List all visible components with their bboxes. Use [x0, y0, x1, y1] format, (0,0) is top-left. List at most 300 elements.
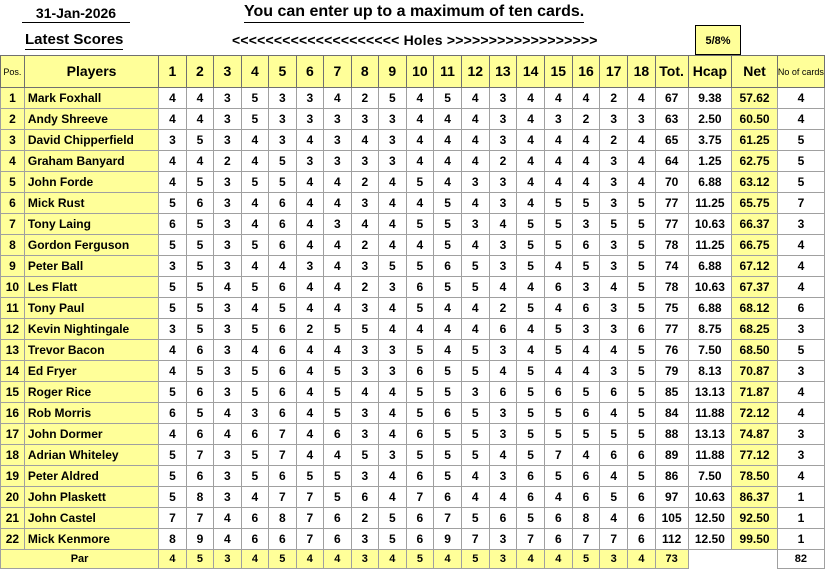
hole-score: 6	[489, 382, 517, 403]
total-cell: 65	[655, 130, 688, 151]
hole-score: 5	[241, 466, 268, 487]
hole-score: 4	[628, 130, 656, 151]
hole-score: 4	[159, 109, 186, 130]
hole-score: 3	[572, 277, 600, 298]
hole-score: 5	[406, 340, 434, 361]
hole-score: 6	[241, 424, 268, 445]
player-name: Trevor Bacon	[24, 340, 158, 361]
player-name: Les Flatt	[24, 277, 158, 298]
total-cell: 67	[655, 88, 688, 109]
hole-score: 3	[214, 130, 241, 151]
hole-score: 5	[544, 235, 572, 256]
net-cell: 99.50	[732, 529, 778, 550]
hole-score: 5	[461, 256, 489, 277]
hole-score: 4	[241, 151, 268, 172]
hole-score: 3	[351, 193, 378, 214]
hole-score: 3	[600, 298, 628, 319]
hole-score: 6	[572, 298, 600, 319]
hole-score: 6	[269, 319, 296, 340]
par-hole: 4	[159, 550, 186, 569]
player-name: Peter Ball	[24, 256, 158, 277]
hole-score: 4	[517, 193, 545, 214]
par-hole: 4	[434, 550, 462, 569]
hole-score: 5	[628, 361, 656, 382]
hole-score: 5	[628, 403, 656, 424]
pos-cell: 15	[1, 382, 25, 403]
hole-score: 8	[159, 529, 186, 550]
hole-score: 4	[324, 445, 351, 466]
hole-score: 4	[324, 235, 351, 256]
hole-score: 4	[379, 172, 406, 193]
hole-score: 5	[406, 256, 434, 277]
hole-score: 3	[214, 256, 241, 277]
hole-score: 4	[544, 151, 572, 172]
hole-score: 3	[351, 361, 378, 382]
hole-score: 4	[379, 382, 406, 403]
hole-score: 4	[489, 277, 517, 298]
hole-score: 3	[461, 214, 489, 235]
hole-score: 5	[241, 319, 268, 340]
hole-score: 3	[544, 109, 572, 130]
hole-score: 6	[186, 424, 213, 445]
hole-score: 5	[600, 487, 628, 508]
net-cell: 67.12	[732, 256, 778, 277]
hole-score: 3	[296, 109, 323, 130]
hole-score: 3	[489, 466, 517, 487]
hole-score: 4	[517, 172, 545, 193]
hole-score: 4	[544, 172, 572, 193]
hole-score: 8	[186, 487, 213, 508]
par-hole: 3	[214, 550, 241, 569]
hole-score: 7	[159, 508, 186, 529]
hole-score: 6	[186, 382, 213, 403]
par-hole: 4	[544, 550, 572, 569]
player-name: Peter Aldred	[24, 466, 158, 487]
hole-score: 6	[600, 382, 628, 403]
cards-cell: 3	[777, 424, 824, 445]
table-row	[1, 277, 825, 298]
hole-score: 3	[214, 466, 241, 487]
hole-score: 4	[214, 529, 241, 550]
hole-score: 5	[600, 214, 628, 235]
hole-score: 4	[572, 88, 600, 109]
hole-score: 3	[214, 382, 241, 403]
hole-score: 3	[214, 172, 241, 193]
par-hole: 5	[406, 550, 434, 569]
hole-score: 3	[379, 109, 406, 130]
hole-score: 5	[186, 277, 213, 298]
player-name: Adrian Whiteley	[24, 445, 158, 466]
hole-score: 4	[296, 130, 323, 151]
hole-score: 5	[241, 109, 268, 130]
hole-score: 4	[296, 214, 323, 235]
par-hole: 5	[461, 550, 489, 569]
hole-score: 4	[572, 340, 600, 361]
hole-score: 5	[628, 298, 656, 319]
hole-score: 4	[241, 130, 268, 151]
table-row	[1, 298, 825, 319]
hole-score: 8	[572, 508, 600, 529]
hcap-cell: 11.25	[688, 235, 732, 256]
net-cell: 57.62	[732, 88, 778, 109]
hole-score: 7	[296, 529, 323, 550]
hcap-cell: 12.50	[688, 508, 732, 529]
hole-score: 3	[214, 361, 241, 382]
par-total: 73	[655, 550, 688, 569]
hole-score: 5	[186, 256, 213, 277]
hcap-cell: 13.13	[688, 424, 732, 445]
hole-score: 3	[379, 361, 406, 382]
hole-score: 5	[324, 487, 351, 508]
hcap-cell: 10.63	[688, 487, 732, 508]
cards-cell: 4	[777, 277, 824, 298]
hole-score: 5	[544, 466, 572, 487]
hole-score: 6	[544, 277, 572, 298]
hole-score: 3	[489, 340, 517, 361]
table-row	[1, 151, 825, 172]
par-hole: 4	[324, 550, 351, 569]
hole-score: 5	[600, 424, 628, 445]
cards-cell: 7	[777, 193, 824, 214]
hole-score: 4	[461, 151, 489, 172]
hole-score: 5	[159, 382, 186, 403]
hole-score: 6	[628, 487, 656, 508]
pos-cell: 14	[1, 361, 25, 382]
hole-score: 5	[517, 424, 545, 445]
hole-score: 3	[489, 235, 517, 256]
hole-score: 6	[572, 466, 600, 487]
total-cell: 78	[655, 277, 688, 298]
net-cell: 92.50	[732, 508, 778, 529]
hole-header: 15	[544, 56, 572, 88]
table-row	[1, 193, 825, 214]
scores-table	[0, 55, 825, 569]
par-hole: 3	[351, 550, 378, 569]
hole-score: 4	[186, 109, 213, 130]
hole-score: 3	[600, 193, 628, 214]
hole-header: 16	[572, 56, 600, 88]
par-row	[1, 550, 825, 569]
hole-score: 3	[269, 109, 296, 130]
player-name: Rob Morris	[24, 403, 158, 424]
hole-score: 3	[159, 256, 186, 277]
pos-cell: 19	[1, 466, 25, 487]
par-hole: 5	[269, 550, 296, 569]
hole-score: 6	[628, 445, 656, 466]
table-row	[1, 445, 825, 466]
hole-score: 6	[269, 361, 296, 382]
hole-score: 5	[159, 298, 186, 319]
cards-cell: 5	[777, 340, 824, 361]
hole-score: 4	[517, 109, 545, 130]
total-cell: 74	[655, 256, 688, 277]
hole-score: 5	[186, 130, 213, 151]
hole-score: 6	[406, 424, 434, 445]
hole-score: 5	[434, 214, 462, 235]
hole-score: 5	[186, 361, 213, 382]
pos-cell: 2	[1, 109, 25, 130]
hole-score: 5	[186, 235, 213, 256]
hole-score: 6	[269, 382, 296, 403]
hole-score: 5	[406, 382, 434, 403]
hole-score: 5	[628, 214, 656, 235]
cards-cell: 3	[777, 214, 824, 235]
cards-cell: 4	[777, 256, 824, 277]
hole-score: 4	[517, 340, 545, 361]
hole-score: 7	[434, 508, 462, 529]
hole-score: 6	[544, 508, 572, 529]
hole-score: 5	[324, 466, 351, 487]
hole-score: 3	[324, 109, 351, 130]
table-row	[1, 487, 825, 508]
hole-score: 5	[461, 340, 489, 361]
hole-score: 7	[186, 508, 213, 529]
hole-score: 5	[159, 193, 186, 214]
cards-cell: 4	[777, 88, 824, 109]
cards-cell: 4	[777, 109, 824, 130]
cards-cell: 6	[777, 298, 824, 319]
hole-score: 6	[269, 466, 296, 487]
cards-cell: 3	[777, 445, 824, 466]
hole-score: 5	[628, 340, 656, 361]
hole-score: 3	[296, 256, 323, 277]
date-label: 31-Jan-2026	[22, 4, 130, 23]
hole-score: 5	[241, 277, 268, 298]
hcap-cell: 3.75	[688, 130, 732, 151]
hole-score: 6	[628, 529, 656, 550]
hole-score: 4	[544, 487, 572, 508]
cards-cell: 3	[777, 319, 824, 340]
table-row	[1, 109, 825, 130]
hole-score: 5	[628, 277, 656, 298]
hole-score: 4	[406, 151, 434, 172]
hole-score: 2	[296, 319, 323, 340]
hole-score: 5	[517, 298, 545, 319]
player-name: Kevin Nightingale	[24, 319, 158, 340]
hole-score: 4	[296, 235, 323, 256]
hole-score: 4	[324, 277, 351, 298]
table-row	[1, 529, 825, 550]
hole-score: 4	[517, 130, 545, 151]
hole-score: 4	[324, 298, 351, 319]
hole-score: 3	[296, 88, 323, 109]
hole-score: 4	[544, 361, 572, 382]
hole-score: 4	[406, 130, 434, 151]
hole-score: 5	[434, 235, 462, 256]
par-hole: 4	[296, 550, 323, 569]
hole-score: 3	[351, 529, 378, 550]
hole-score: 3	[489, 424, 517, 445]
hcap-cell: 6.88	[688, 256, 732, 277]
hole-score: 3	[324, 151, 351, 172]
par-hole: 3	[489, 550, 517, 569]
pos-cell: 9	[1, 256, 25, 277]
hole-score: 6	[241, 529, 268, 550]
total-cell: 77	[655, 319, 688, 340]
hole-score: 3	[628, 109, 656, 130]
net-cell: 74.87	[732, 424, 778, 445]
hole-score: 4	[296, 193, 323, 214]
player-name: Mick Kenmore	[24, 529, 158, 550]
player-name: Roger Rice	[24, 382, 158, 403]
player-name: Mark Foxhall	[24, 88, 158, 109]
player-name: Tony Paul	[24, 298, 158, 319]
hole-score: 5	[544, 193, 572, 214]
hole-score: 4	[269, 256, 296, 277]
scores-body	[1, 88, 825, 550]
hole-header: 17	[600, 56, 628, 88]
net-cell: 62.75	[732, 151, 778, 172]
hole-score: 4	[379, 424, 406, 445]
hole-score: 4	[461, 109, 489, 130]
hole-score: 5	[351, 445, 378, 466]
hole-score: 5	[434, 277, 462, 298]
hole-score: 4	[241, 340, 268, 361]
hole-score: 7	[269, 445, 296, 466]
cards-cell: 3	[777, 361, 824, 382]
hole-score: 4	[351, 382, 378, 403]
hole-score: 3	[489, 172, 517, 193]
tot-header: Tot.	[655, 56, 688, 88]
hole-score: 6	[241, 508, 268, 529]
hole-score: 5	[406, 298, 434, 319]
hole-score: 4	[434, 109, 462, 130]
player-name: Mick Rust	[24, 193, 158, 214]
hole-score: 5	[241, 235, 268, 256]
table-row	[1, 88, 825, 109]
player-name: John Plaskett	[24, 487, 158, 508]
pos-cell: 18	[1, 445, 25, 466]
hole-score: 4	[489, 487, 517, 508]
total-cell: 64	[655, 151, 688, 172]
hcap-cell: 11.88	[688, 403, 732, 424]
cards-cell: 1	[777, 487, 824, 508]
pos-cell: 21	[1, 508, 25, 529]
hole-score: 9	[186, 529, 213, 550]
hole-score: 6	[628, 508, 656, 529]
total-cell: 79	[655, 361, 688, 382]
hole-score: 6	[186, 340, 213, 361]
hole-score: 4	[296, 340, 323, 361]
hole-header: 5	[269, 56, 296, 88]
hole-score: 4	[406, 235, 434, 256]
hole-score: 3	[461, 382, 489, 403]
hole-score: 5	[628, 193, 656, 214]
hole-score: 3	[379, 445, 406, 466]
cards-cell: 4	[777, 403, 824, 424]
table-row	[1, 235, 825, 256]
hole-score: 4	[461, 235, 489, 256]
hole-score: 5	[434, 424, 462, 445]
hole-score: 4	[214, 424, 241, 445]
hcap-cell: 12.50	[688, 529, 732, 550]
hole-score: 4	[296, 403, 323, 424]
hole-score: 4	[600, 508, 628, 529]
hole-score: 5	[461, 424, 489, 445]
hole-score: 4	[159, 151, 186, 172]
hcap-cell: 7.50	[688, 340, 732, 361]
hole-score: 5	[379, 256, 406, 277]
table-row	[1, 130, 825, 151]
hole-score: 5	[544, 319, 572, 340]
hole-score: 4	[241, 214, 268, 235]
total-cell: 89	[655, 445, 688, 466]
net-cell: 63.12	[732, 172, 778, 193]
table-row	[1, 361, 825, 382]
hole-score: 6	[600, 445, 628, 466]
cards-cell: 5	[777, 151, 824, 172]
hole-score: 4	[489, 214, 517, 235]
net-cell: 68.25	[732, 319, 778, 340]
players-header: Players	[24, 56, 158, 88]
hcap-cell: 7.50	[688, 466, 732, 487]
pos-cell: 1	[1, 88, 25, 109]
cards-cell: 4	[777, 466, 824, 487]
net-cell: 67.37	[732, 277, 778, 298]
hole-score: 5	[517, 403, 545, 424]
hole-score: 4	[600, 466, 628, 487]
hole-score: 6	[406, 466, 434, 487]
player-name: Ed Fryer	[24, 361, 158, 382]
hcap-cell: 11.88	[688, 445, 732, 466]
hcap-header: Hcap	[688, 56, 732, 88]
hole-score: 4	[461, 466, 489, 487]
hole-score: 5	[461, 361, 489, 382]
player-name: John Castel	[24, 508, 158, 529]
hole-score: 4	[241, 298, 268, 319]
hole-score: 5	[434, 88, 462, 109]
hole-score: 5	[241, 382, 268, 403]
hole-header: 13	[489, 56, 517, 88]
hole-score: 5	[406, 445, 434, 466]
par-hole: 5	[572, 550, 600, 569]
hole-score: 4	[324, 172, 351, 193]
hole-score: 4	[379, 403, 406, 424]
hole-score: 4	[324, 88, 351, 109]
hole-score: 6	[324, 508, 351, 529]
hole-score: 4	[434, 319, 462, 340]
table-row	[1, 508, 825, 529]
hole-score: 5	[241, 172, 268, 193]
hole-score: 5	[461, 508, 489, 529]
hole-score: 3	[296, 151, 323, 172]
hole-score: 6	[572, 487, 600, 508]
par-hole: 5	[186, 550, 213, 569]
hole-score: 6	[434, 487, 462, 508]
hole-score: 3	[379, 130, 406, 151]
hole-header: 4	[241, 56, 268, 88]
total-cell: 85	[655, 382, 688, 403]
hole-score: 5	[269, 298, 296, 319]
pos-header: Pos.	[1, 56, 25, 88]
hole-score: 3	[489, 403, 517, 424]
hole-score: 5	[159, 487, 186, 508]
hole-score: 4	[296, 382, 323, 403]
max-cards-note: You can enter up to a maximum of ten cards.	[244, 2, 584, 23]
hole-score: 5	[159, 277, 186, 298]
hole-score: 5	[186, 172, 213, 193]
hole-score: 5	[434, 382, 462, 403]
hole-score: 5	[572, 256, 600, 277]
hole-score: 4	[214, 403, 241, 424]
par-hole: 4	[628, 550, 656, 569]
net-cell: 71.87	[732, 382, 778, 403]
hole-header: 6	[296, 56, 323, 88]
hole-score: 4	[296, 277, 323, 298]
header-row	[1, 56, 825, 88]
pos-cell: 11	[1, 298, 25, 319]
hole-score: 3	[489, 193, 517, 214]
